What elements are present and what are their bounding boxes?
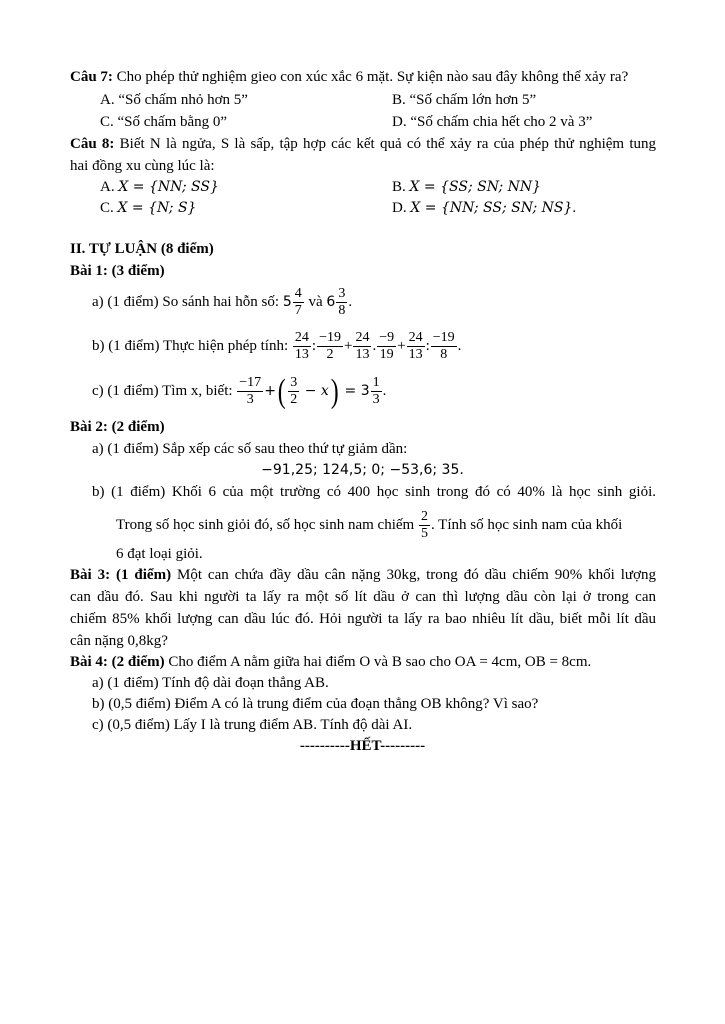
bai2-b-line2 xyxy=(116,505,622,545)
bai1-b-frac6 xyxy=(431,330,457,363)
bai1-title: Bài 1: (3 điểm) xyxy=(70,263,165,279)
bai3-line3: chiếm 85% khối lượng can dầu lúc đó. Hỏi người ta lấy ra bao nhiêu lít dầu, biết mỗi lít dầu xyxy=(70,611,656,627)
bai2-b-text2a: Trong số học sinh giỏi đó, số học sinh nam chiếm xyxy=(116,517,418,533)
bai2-a-numbers: −91,25; 124,5; 0; −53,6; 35. xyxy=(261,462,464,478)
bai1-c-end: . xyxy=(382,383,387,399)
bai2-b-frac xyxy=(419,509,430,542)
bai4-title: Bài 4: (2 điểm) xyxy=(70,654,165,670)
op: : xyxy=(425,338,430,354)
q8-option-a xyxy=(100,178,219,196)
bai1-b-frac2 xyxy=(317,330,343,363)
op: . xyxy=(457,338,462,354)
numerator: 3 xyxy=(338,286,346,302)
bai1-b-frac3 xyxy=(353,330,371,363)
bai1-c-equals: = 3 xyxy=(340,383,370,399)
bai1-c xyxy=(92,370,386,412)
bai2-a: a) (1 điểm) Sắp xếp các số sau theo thứ tự giảm dần: xyxy=(92,441,408,457)
numerator: 1 xyxy=(372,375,380,391)
q7-line xyxy=(70,68,628,86)
bai3-line2: can dầu đó. Sau khi người ta lấy ra một số lít dầu ở can thì lượng dầu còn lại ở trong can xyxy=(70,589,656,605)
bai1-c-frac1 xyxy=(237,375,263,408)
q8-label: Câu 8: xyxy=(70,136,115,152)
denominator: 7 xyxy=(294,303,302,319)
bai1-c-minus-x: − x xyxy=(300,383,329,399)
bai3-title: Bài 3: (1 điểm) xyxy=(70,567,172,583)
q8-option-c-letter: C. xyxy=(100,200,118,216)
denominator: 5 xyxy=(420,526,428,542)
q8-option-b-letter: B. xyxy=(392,179,410,195)
numerator: 24 xyxy=(294,330,309,346)
bai3-text1: Một can chứa đầy dầu cân nặng 30kg, trong đó dầu chiếm 90% khối lượng xyxy=(171,567,656,583)
bai2-b-line1: b) (1 điểm) Khối 6 của một trường có 400 học sinh trong đó có 40% là học sinh giỏi. xyxy=(92,484,656,500)
bai1-c-text: c) (1 điểm) Tìm x, biết: xyxy=(92,383,237,399)
denominator: 2 xyxy=(290,392,298,408)
q8-text1: Biết N là ngửa, S là sấp, tập hợp các kết quả có thể xảy ra của phép thử nghiệm tung xyxy=(114,136,657,152)
q7-option-d: D. “Số chấm chia hết cho 2 và 3” xyxy=(392,114,593,130)
q7-option-b: B. “Số chấm lớn hơn 5” xyxy=(392,92,537,108)
bai4-a: a) (1 điểm) Tính độ dài đoạn thẳng AB. xyxy=(92,675,329,691)
bai2-b-text2b: . Tính số học sinh nam của khối xyxy=(430,517,623,533)
numerator: 4 xyxy=(294,286,302,302)
denominator: 13 xyxy=(355,347,370,363)
bai4-line1 xyxy=(70,653,591,671)
q8-option-d-end: . xyxy=(572,200,577,216)
numerator: 24 xyxy=(408,330,423,346)
bai1-b xyxy=(92,326,461,366)
bai1-a-whole1: 5 xyxy=(282,294,292,310)
bai1-c-plus: + xyxy=(264,383,276,399)
bai4-text: Cho điểm A nằm giữa hai điểm O và B sao cho OA = 4cm, OB = 8cm. xyxy=(164,654,592,670)
bai1-a-whole2: 6 xyxy=(326,294,336,310)
q7-label: Câu 7: xyxy=(70,69,113,85)
q7-option-c: C. “Số chấm bằng 0” xyxy=(100,114,228,130)
bai1-a-frac2 xyxy=(336,286,347,319)
q8-option-d xyxy=(392,199,576,217)
denominator: 13 xyxy=(408,347,423,363)
op: . xyxy=(372,338,377,354)
denominator: 3 xyxy=(372,392,380,408)
denominator: 3 xyxy=(246,392,254,408)
numerator: 3 xyxy=(290,375,298,391)
op: : xyxy=(311,338,317,354)
q8-option-a-math: X = {NN; SS} xyxy=(118,179,219,195)
q7-option-a: A. “Số chấm nhỏ hơn 5” xyxy=(100,92,248,108)
q8-option-c-math: X = {N; S} xyxy=(117,200,197,216)
bai2-b-line3: 6 đạt loại giỏi. xyxy=(116,546,203,562)
numerator: 24 xyxy=(355,330,370,346)
op: + xyxy=(397,338,406,354)
end-marker: ----------HẾT--------- xyxy=(299,738,426,754)
q8-line2: hai đồng xu cùng lúc là: xyxy=(70,158,215,174)
bai1-b-frac4 xyxy=(377,330,396,363)
denominator: 13 xyxy=(294,347,309,363)
section-2-title: II. TỰ LUẬN (8 điểm) xyxy=(70,241,214,257)
bai1-c-frac3 xyxy=(371,375,382,408)
left-paren: ( xyxy=(277,372,286,410)
q7-text: Cho phép thử nghiệm gieo con xúc xắc 6 mặt. Sự kiện nào sau đây không thể xảy ra? xyxy=(112,69,629,85)
q8-option-a-letter: A. xyxy=(100,179,119,195)
numerator: −9 xyxy=(379,330,395,346)
bai1-a-text: a) (1 điểm) So sánh hai hỗn số: xyxy=(92,294,283,310)
bai1-b-text: b) (1 điểm) Thực hiện phép tính: xyxy=(92,338,292,354)
bai1-a-end: . xyxy=(348,294,353,310)
numerator: −19 xyxy=(319,330,341,346)
q8-line1 xyxy=(70,135,656,153)
denominator: 2 xyxy=(326,347,334,363)
numerator: −19 xyxy=(432,330,455,346)
denominator: 19 xyxy=(379,347,394,363)
bai2-title: Bài 2: (2 điểm) xyxy=(70,419,165,435)
bai1-b-frac1 xyxy=(293,330,311,363)
op: + xyxy=(343,338,353,354)
bai1-a xyxy=(92,282,352,322)
q8-option-b-math: X = {SS; SN; NN} xyxy=(409,179,542,195)
bai4-b: b) (0,5 điểm) Điểm A có là trung điểm của đoạn thẳng OB không? Vì sao? xyxy=(92,696,539,712)
bai1-a-and: và xyxy=(304,294,327,310)
bai1-a-frac1 xyxy=(293,286,304,319)
bai3-line4: cân nặng 0,8kg? xyxy=(70,633,168,649)
bai1-c-frac2 xyxy=(288,375,299,408)
denominator: 8 xyxy=(338,303,346,319)
numerator: −17 xyxy=(239,375,262,391)
bai3-line1 xyxy=(70,566,656,584)
q8-option-d-letter: D. xyxy=(392,200,411,216)
bai4-c: c) (0,5 điểm) Lấy I là trung điểm AB. Tính độ dài AI. xyxy=(92,717,413,733)
right-paren: ) xyxy=(330,372,339,410)
q8-option-b xyxy=(392,178,541,196)
bai1-b-frac5 xyxy=(407,330,425,363)
numerator: 2 xyxy=(420,509,428,525)
q8-option-c xyxy=(100,199,196,217)
denominator: 8 xyxy=(440,347,448,363)
q8-option-d-math: X = {NN; SS; SN; NS} xyxy=(410,200,573,216)
